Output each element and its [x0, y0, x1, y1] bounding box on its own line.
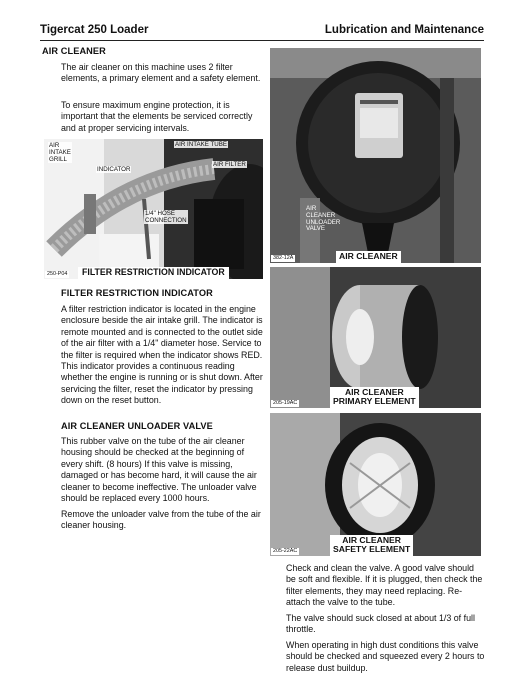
- filter-restriction-indicator-photo: [44, 139, 263, 279]
- figure-code: 382-12A: [273, 255, 294, 261]
- label-air-filter: AIR FILTER: [213, 161, 246, 168]
- air-cleaner-illustration: [270, 48, 481, 263]
- filter-restriction-heading: FILTER RESTRICTION INDICATOR: [61, 288, 213, 298]
- primary-element-photo: [270, 267, 481, 408]
- header-section: Lubrication and Maintenance: [324, 24, 484, 36]
- label-air-intake-tube: AIR INTAKE TUBE: [175, 141, 228, 148]
- filter-restriction-text: A filter restriction indicator is located in the engine enclosure beside the air intake grill. The indicator is remote mounted and is connected to the outlet side of the air filter with a 1/4" diameter hose. Service to the filter is required when the indicator shows RED. This indicator provides a continuous reading whether the engine is running or is shut down. After servicing the filter, reset the indicator by pressing down on the reset button.: [61, 304, 263, 406]
- safety-element-photo: [270, 413, 481, 556]
- figure-caption: AIR CLEANER PRIMARY ELEMENT: [330, 387, 419, 408]
- label-hose-connection: 1/4" HOSE CONNECTION: [145, 210, 187, 224]
- air-cleaner-photo: [270, 48, 481, 263]
- unloader-valve-heading: AIR CLEANER UNLOADER VALVE: [61, 421, 213, 431]
- figure-code: 205-19AC: [273, 400, 298, 406]
- air-cleaner-service-note: To ensure maximum engine protection, it is important that the elements be serviced correctly and at proper servicing intervals.: [61, 100, 253, 133]
- label-air-intake-grill: AIR INTAKE GRILL: [49, 142, 71, 163]
- figure-code: 205-22AC: [273, 548, 298, 554]
- valve-check-text: Check and clean the valve. A good valve should be soft and flexible. If it is plugged, then check the filter elements, they may need replacing. Re-attach the valve to the tube.: [286, 563, 483, 608]
- figure-caption: AIR CLEANER SAFETY ELEMENT: [330, 535, 413, 556]
- indicator-photo-illustration: [44, 139, 263, 279]
- valve-dust-text: When operating in high dust conditions this valve should be checked and squeezed every 2 hours to release dust buildup.: [286, 640, 485, 673]
- label-indicator: INDICATOR: [97, 166, 131, 173]
- label-unloader-valve: AIR CLEANER UNLOADER VALVE: [306, 205, 341, 233]
- figure-caption: AIR CLEANER: [336, 251, 401, 263]
- figure-caption: FILTER RESTRICTION INDICATOR: [78, 267, 229, 279]
- figure-code: 250-P04: [47, 271, 68, 277]
- valve-throttle-text: The valve should suck closed at about 1/3 of full throttle.: [286, 613, 475, 635]
- header-rule: [40, 40, 484, 41]
- header-title: Tigercat 250 Loader: [40, 24, 149, 36]
- air-cleaner-intro: The air cleaner on this machine uses 2 filter elements, a primary element and a safety element.: [61, 62, 261, 84]
- air-cleaner-heading: AIR CLEANER: [42, 46, 106, 56]
- unloader-valve-text: This rubber valve on the tube of the air cleaner housing should be checked at the beginning of every shift. (8 hours) If this valve is missing, damaged or has become hard, it will cause the air cleaner to become ineffective. The unloader valve should be replaced every 1000 hours.: [61, 436, 257, 504]
- unloader-valve-remove-text: Remove the unloader valve from the tube of the air cleaner housing.: [61, 509, 261, 531]
